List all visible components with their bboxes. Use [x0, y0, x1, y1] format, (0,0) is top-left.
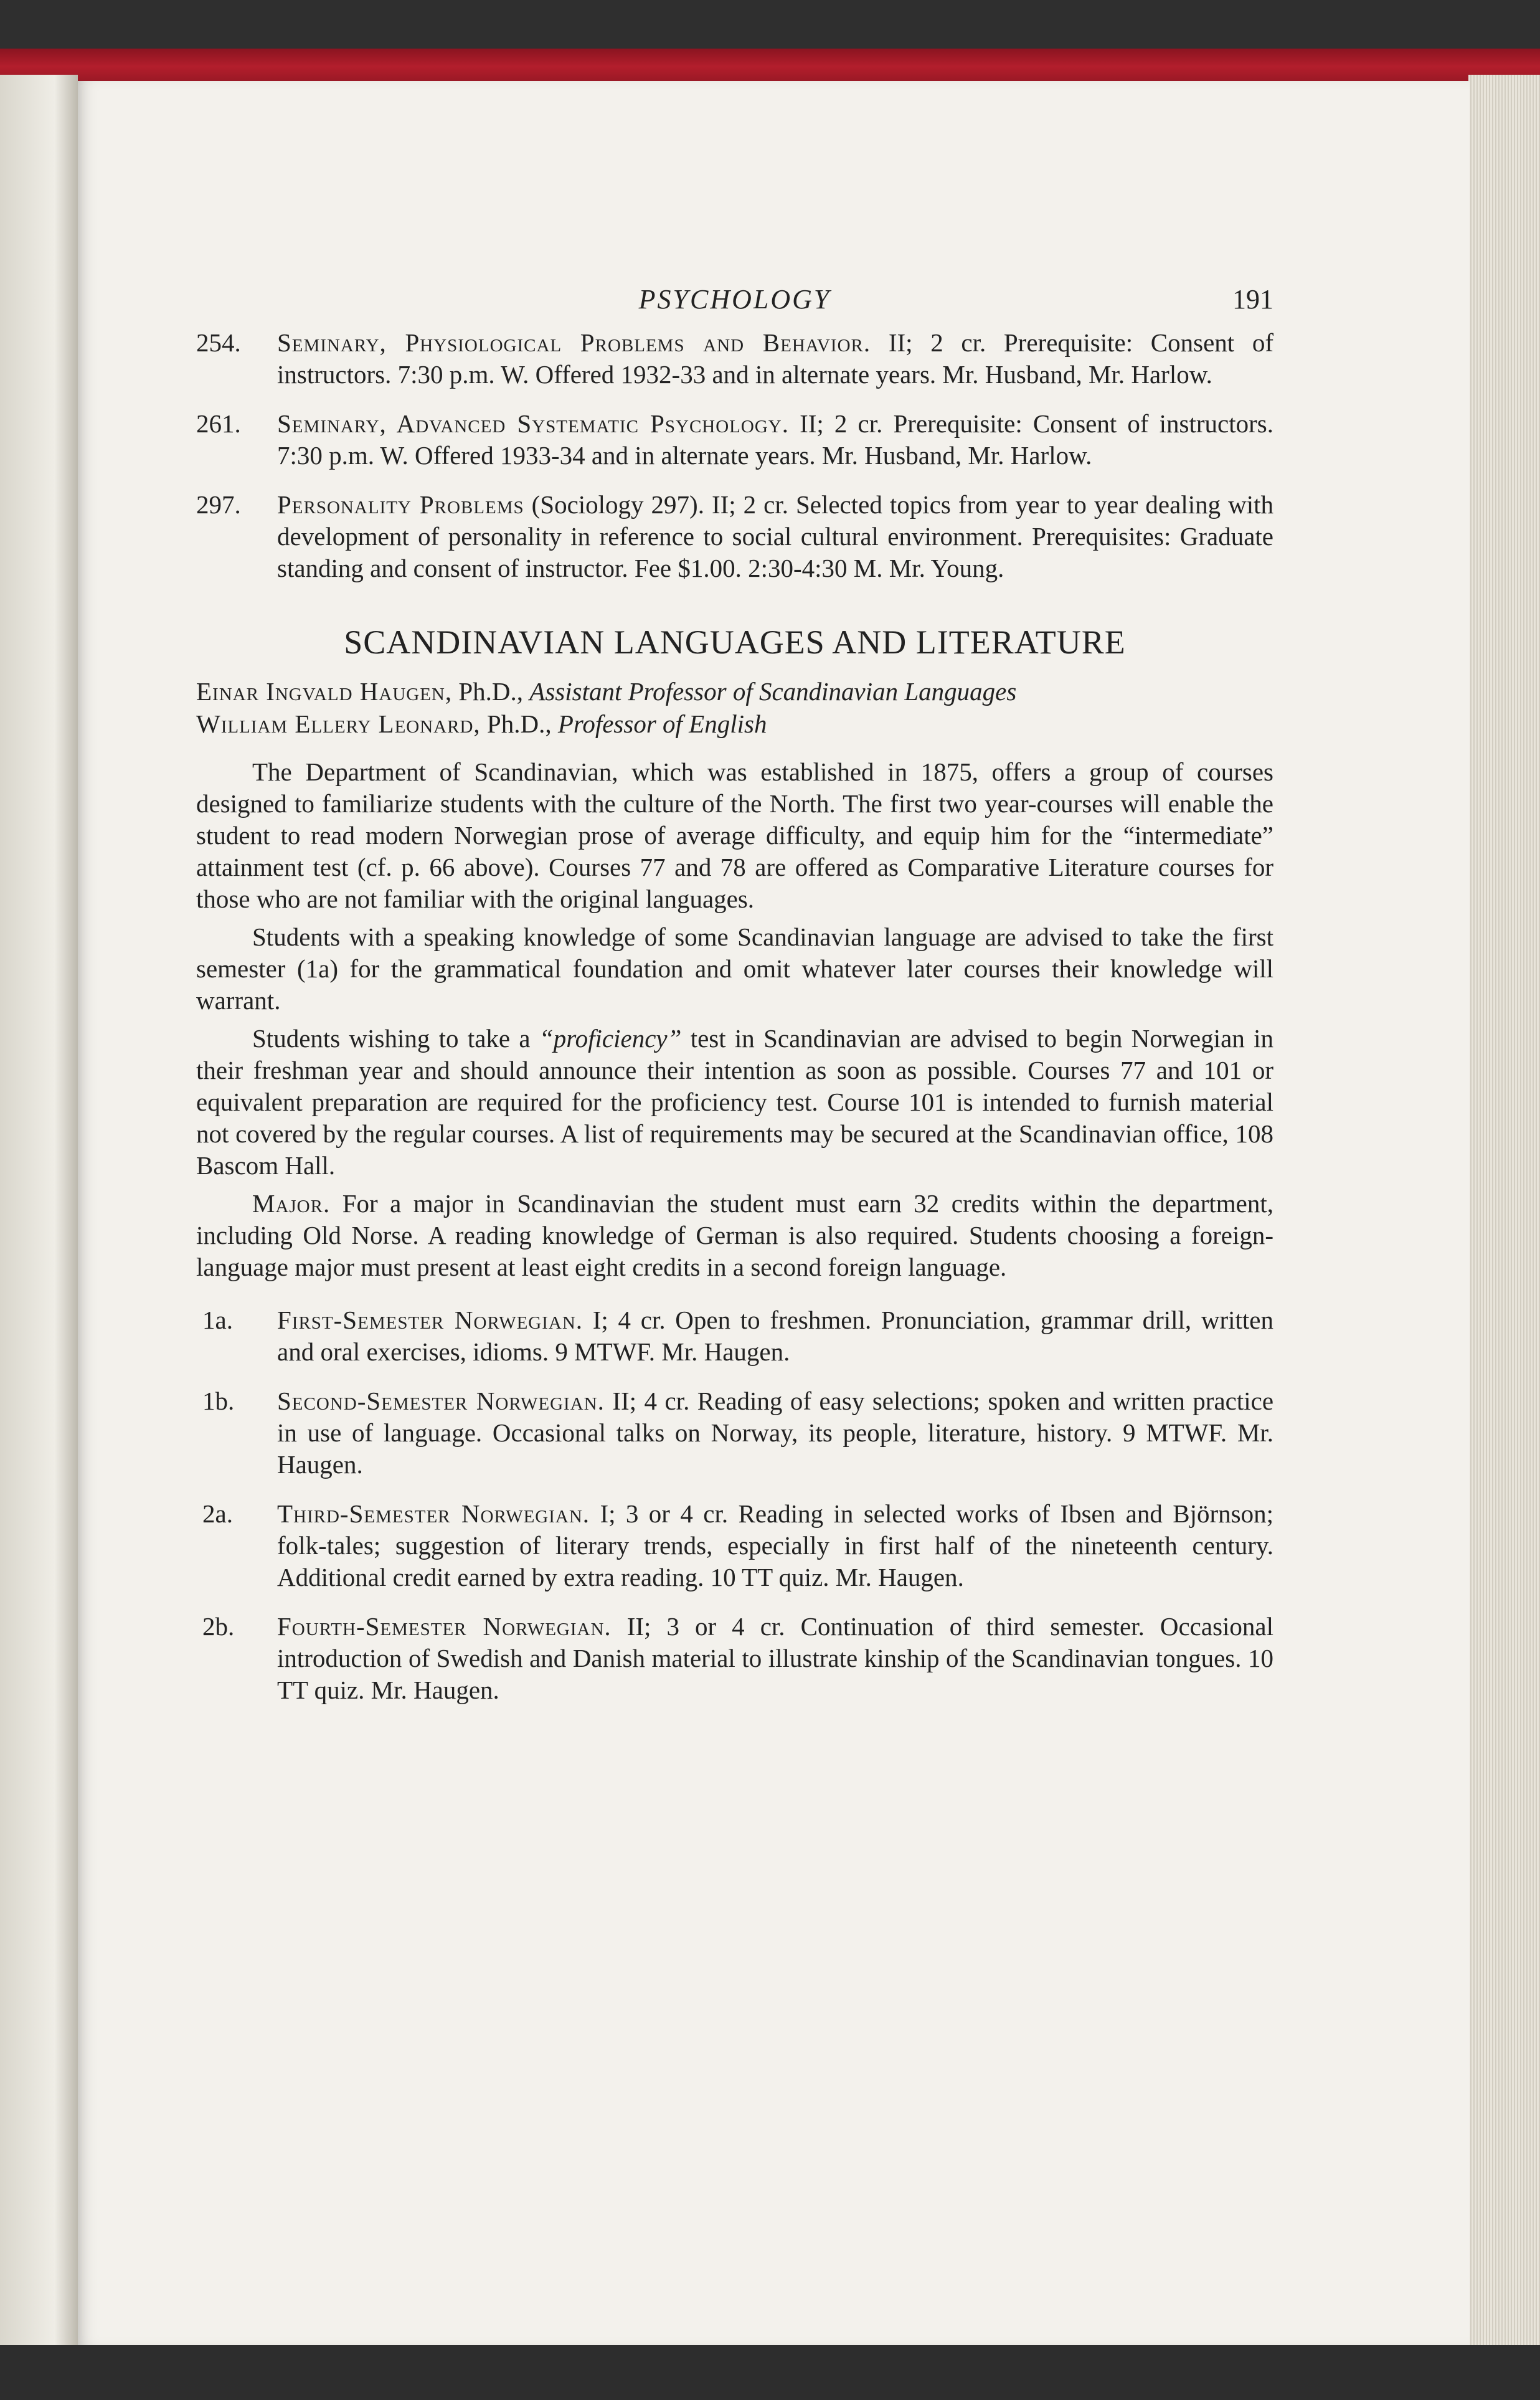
- course-title: Second-Semester Norwegian.: [277, 1387, 605, 1415]
- course-description: II; 4 cr. Reading of easy selections; spoken and written practice in use of language. Occasional talks on Norway, its people, literature, history. 9 MTWF. Mr. Haugen.: [277, 1387, 1274, 1479]
- major-text: For a major in Scandinavian the student must earn 32 credits within the department, including Old Norse. A reading knowledge of German is also required. Students choosing a foreign-language major must present at least eight credits in a second foreign language.: [196, 1189, 1273, 1281]
- proficiency-text-end: test in Scandinavian are advised to begin Norwegian in their freshman year and should announce their intention as soon as possible. Courses 77 and 101 or equivalent preparation are required for the proficiency test. Course 101 is intended to furnish material not covered by the regular courses. A list of requirements may be secured at the Scandinavian office, 108 Bascom Hall.: [196, 1024, 1273, 1180]
- course-number: 2b.: [202, 1612, 235, 1641]
- course-entry: [196, 1304, 1273, 1368]
- course-description: II; 2 cr. Prerequisite: Consent of instructors. 7:30 p.m. W. Offered 1933-34 and in alternate years. Mr. Husband, Mr. Harlow.: [277, 409, 1273, 470]
- course-description: I; 4 cr. Open to freshmen. Pronunciation, grammar drill, written and oral exercises, idioms. 9 MTWF. Mr. Haugen.: [277, 1306, 1273, 1366]
- course-number: 261.: [196, 409, 241, 438]
- faculty-name: Einar Ingvald Haugen,: [196, 677, 453, 706]
- major-label: Major.: [252, 1189, 331, 1218]
- course-description: (Sociology 297). II; 2 cr. Selected topics from year to year dealing with development of personality in reference to social cultural environment. Prerequisites: Graduate standing and consent of instructor. Fee $1.00. 2:30-4:30 M. Mr. Young.: [277, 490, 1273, 582]
- page-number: 191: [1232, 284, 1273, 315]
- book-page: [78, 81, 1470, 2345]
- faculty-degree: Ph.D.,: [458, 677, 524, 706]
- course-title: Seminary, Advanced Systematic Psychology.: [277, 409, 789, 438]
- running-head: [196, 283, 1273, 327]
- faculty-name: William Ellery Leonard,: [196, 709, 481, 738]
- proficiency-paragraph: [196, 1023, 1273, 1182]
- course-entry: [196, 1385, 1273, 1481]
- scandinavian-course-list: [196, 1304, 1273, 1706]
- course-entry: [196, 1498, 1273, 1593]
- course-number: 2a.: [202, 1499, 233, 1528]
- course-entry: [196, 1611, 1273, 1706]
- faculty-list: [196, 675, 1273, 740]
- running-head-title: PSYCHOLOGY: [638, 284, 831, 315]
- proficiency-text-start: Students wishing to take a: [252, 1024, 539, 1053]
- speaking-knowledge-paragraph: Students with a speaking knowledge of some Scandinavian language are advised to take the first semester (1a) for the grammatical foundation and omit whatever later courses their knowledge will warrant.: [196, 923, 1273, 1015]
- course-title: Personality Problems: [277, 490, 524, 519]
- course-entry: [196, 408, 1273, 472]
- course-number: 1b.: [202, 1387, 235, 1415]
- faculty-role: Professor of English: [557, 709, 767, 738]
- course-number: 254.: [196, 328, 241, 357]
- course-title: Fourth-Semester Norwegian.: [277, 1612, 612, 1641]
- course-description: II; 3 or 4 cr. Continuation of third semester. Occasional introduction of Swedish and Danish material to illustrate kinship of the Scandinavian tongues. 10 TT quiz. Mr. Haugen.: [277, 1612, 1274, 1704]
- faculty-line: [196, 675, 1273, 708]
- faculty-degree: Ph.D.,: [486, 709, 552, 738]
- course-number: 1a.: [202, 1306, 233, 1334]
- course-title: Seminary, Physiological Problems and Behavior.: [277, 328, 871, 357]
- faculty-line: [196, 708, 1273, 740]
- page-stack-edge: [1468, 75, 1540, 2348]
- course-description: II; 2 cr. Prerequisite: Consent of instructors. 7:30 p.m. W. Offered 1932-33 and in alternate years. Mr. Husband, Mr. Harlow.: [277, 328, 1274, 389]
- section-title: SCANDINAVIAN LANGUAGES AND LITERATURE: [344, 624, 1126, 661]
- course-title: First-Semester Norwegian.: [277, 1306, 583, 1334]
- intro-paragraph: The Department of Scandinavian, which was established in 1875, offers a group of courses designed to familiarize students with the culture of the North. The first two year-courses will enable the student to read modern Norwegian prose of average difficulty, and equip him for the “intermediate” attainment test (cf. p. 66 above). Courses 77 and 78 are offered as Comparative Literature courses for those who are not familiar with the original languages.: [196, 757, 1273, 913]
- proficiency-emphasis: “proficiency”: [539, 1024, 682, 1053]
- facing-page-edge: [0, 75, 78, 2348]
- scan-background-bottom: [0, 2345, 1540, 2400]
- course-description: I; 3 or 4 cr. Reading in selected works of Ibsen and Björnson; folk-tales; suggestion of literary trends, especially in first half of the nineteenth century. Additional credit earned by extra reading. 10 TT quiz. Mr. Haugen.: [277, 1499, 1274, 1591]
- major-paragraph: [196, 1188, 1273, 1283]
- scan-background-top: [0, 0, 1540, 49]
- course-number: 297.: [196, 490, 241, 519]
- faculty-role: Assistant Professor of Scandinavian Languages: [529, 677, 1017, 706]
- course-title: Third-Semester Norwegian.: [277, 1499, 590, 1528]
- course-entry: [196, 327, 1273, 391]
- course-entry: [196, 489, 1273, 584]
- page-content: [196, 283, 1273, 1724]
